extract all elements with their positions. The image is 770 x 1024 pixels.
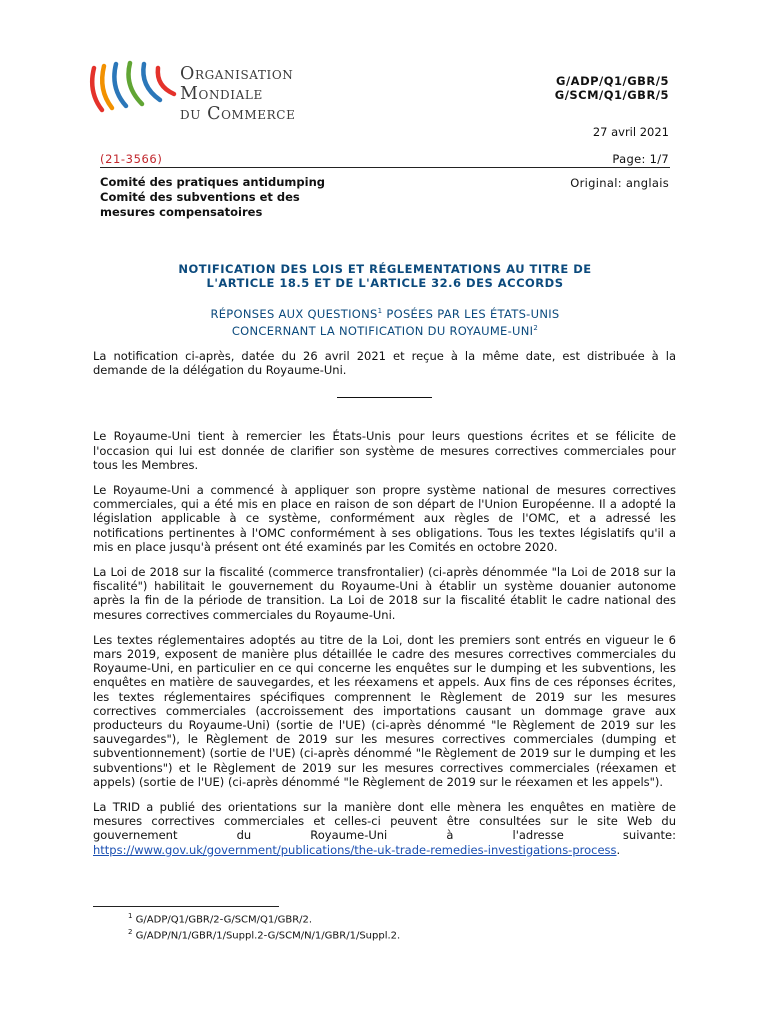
org-name-line-2: Mondiale xyxy=(180,84,263,104)
document-symbols xyxy=(555,74,669,102)
original-language: Original: anglais xyxy=(570,176,669,190)
org-name-line-3: du Commerce xyxy=(180,104,296,124)
symbol-adp: G/ADP/Q1/GBR/5 xyxy=(556,74,669,88)
footnotes xyxy=(128,910,400,943)
paragraph-3: La Loi de 2018 sur la fiscalité (commerce transfrontalier) (ci-après dénommée "la Loi de 2018 sur la fiscalité") habilitait le gouvernement du Royaume-Uni à établir un système douanier autonome après la fin de la période de transition. La Loi de 2018 sur la fiscalité établit le cadre national des mesures correctives commerciales du Royaume-Uni. xyxy=(93,565,676,622)
subtitle-2-text: CONCERNANT LA NOTIFICATION DU ROYAUME-UNI xyxy=(231,323,534,338)
symbol-scm: G/SCM/Q1/GBR/5 xyxy=(554,88,669,102)
footnote-divider xyxy=(93,906,279,907)
committee-line-1: Comité des pratiques antidumping xyxy=(100,175,325,189)
footnote-1-number: 1 xyxy=(128,912,133,920)
footnote-1-text: G/ADP/Q1/GBR/2-G/SCM/Q1/GBR/2. xyxy=(135,914,313,926)
page-number: Page: 1/7 xyxy=(612,152,669,166)
section-separator xyxy=(337,397,432,398)
trid-guidance-link[interactable]: https://www.gov.uk/government/publications/the-uk-trade-remedies-investigations-process xyxy=(93,842,617,857)
paragraph-5 xyxy=(93,800,676,843)
paragraph-2: Le Royaume-Uni a commencé à appliquer son propre système national de mesures correctives commerciales, qui a été mis en place en raison de son départ de l'Union Européenne. Il a adopté la législation applicable à ce système, conformément aux règles de l'OMC, et a adressé les notifications pertinentes à l'OMC conformément à ses obligations. Tous les textes législatifs qu'il a mis en place jusqu'à présent ont été examinés par les Comités en octobre 2020. xyxy=(93,483,676,554)
document-title xyxy=(100,262,670,290)
footnote-ref-2[interactable]: 2 xyxy=(533,323,539,332)
footnote-1 xyxy=(128,910,400,926)
paragraph-5-text: La TRID a publié des orientations sur la manière dont elle mènera les enquêtes en matière de mesures correctives commerciales et celles-ci peuvent être consultées sur le site Web du gouvernement du Royaume-Uni à l'adresse suivante: xyxy=(93,800,676,843)
footnote-2-number: 2 xyxy=(128,928,133,937)
org-name xyxy=(180,64,295,124)
reference-number: (21-3566) xyxy=(100,152,163,166)
paragraph-5-link-line xyxy=(93,843,676,857)
paragraph-5-end: . xyxy=(616,842,621,857)
footnote-2 xyxy=(128,926,400,942)
title-line-2: L'ARTICLE 18.5 ET DE L'ARTICLE 32.6 DES ACCORDS xyxy=(206,276,564,290)
subtitle-line-2 xyxy=(100,321,670,338)
document-body xyxy=(93,349,676,868)
committees xyxy=(100,175,325,220)
document-date: 27 avril 2021 xyxy=(592,125,669,139)
subtitle-1-text: RÉPONSES AUX QUESTIONS xyxy=(210,306,378,321)
subtitle-1-text-end: POSÉES PAR LES ÉTATS-UNIS xyxy=(382,306,560,321)
paragraph-1: Le Royaume-Uni tient à remercier les États-Unis pour leurs questions écrites et se félicite de l'occasion qui lui est donnée de clarifier son système de mesures correctives commerciales pour tous les Membres. xyxy=(93,429,676,472)
title-line-1: NOTIFICATION DES LOIS ET RÉGLEMENTATIONS AU TITRE DE xyxy=(178,262,592,276)
intro-paragraph: La notification ci-après, datée du 26 avril 2021 et reçue à la même date, est distribuée à la demande de la délégation du Royaume-Uni. xyxy=(93,349,676,378)
header-divider xyxy=(100,167,670,168)
committee-line-2: Comité des subventions et des xyxy=(100,190,300,204)
footnote-2-text: G/ADP/N/1/GBR/1/Suppl.2-G/SCM/N/1/GBR/1/Suppl.2. xyxy=(135,930,401,942)
paragraph-4: Les textes réglementaires adoptés au titre de la Loi, dont les premiers sont entrés en vigueur le 6 mars 2019, exposent de manière plus détaillée le cadre des mesures correctives commerciales du Royaume-Uni, en particulier en ce qui concerne les enquêtes sur le dumping et les subventions, les enquêtes en matière de sauvegardes, et les réexamens et appels. Aux fins de ces réponses écrites, les textes réglementaires spécifiques comprennent le Règlement de 2019 sur les mesures correctives commerciales (accroissement des importations causant un dommage grave aux producteurs du Royaume-Uni) (sortie de l'UE) (ci-après dénommé "le Règlement de 2019 sur les sauvegardes"), le Règlement de 2019 sur les mesures correctives commerciales (dumping et subventionnement) (sortie de l'UE) (ci-après dénommé "le Règlement de 2019 sur le dumping et les subventions") et le Règlement de 2019 sur les mesures correctives commerciales (réexamen et appels) (sortie de l'UE) (ci-après dénommé "le Règlement de 2019 sur le réexamen et les appels"). xyxy=(93,632,676,789)
committee-line-3: mesures compensatoires xyxy=(100,205,263,219)
subtitle-line-1 xyxy=(100,304,670,321)
footnote-ref-1[interactable]: 1 xyxy=(377,307,383,315)
org-name-line-1: Organisation xyxy=(180,64,294,84)
document-subtitle xyxy=(100,304,670,338)
